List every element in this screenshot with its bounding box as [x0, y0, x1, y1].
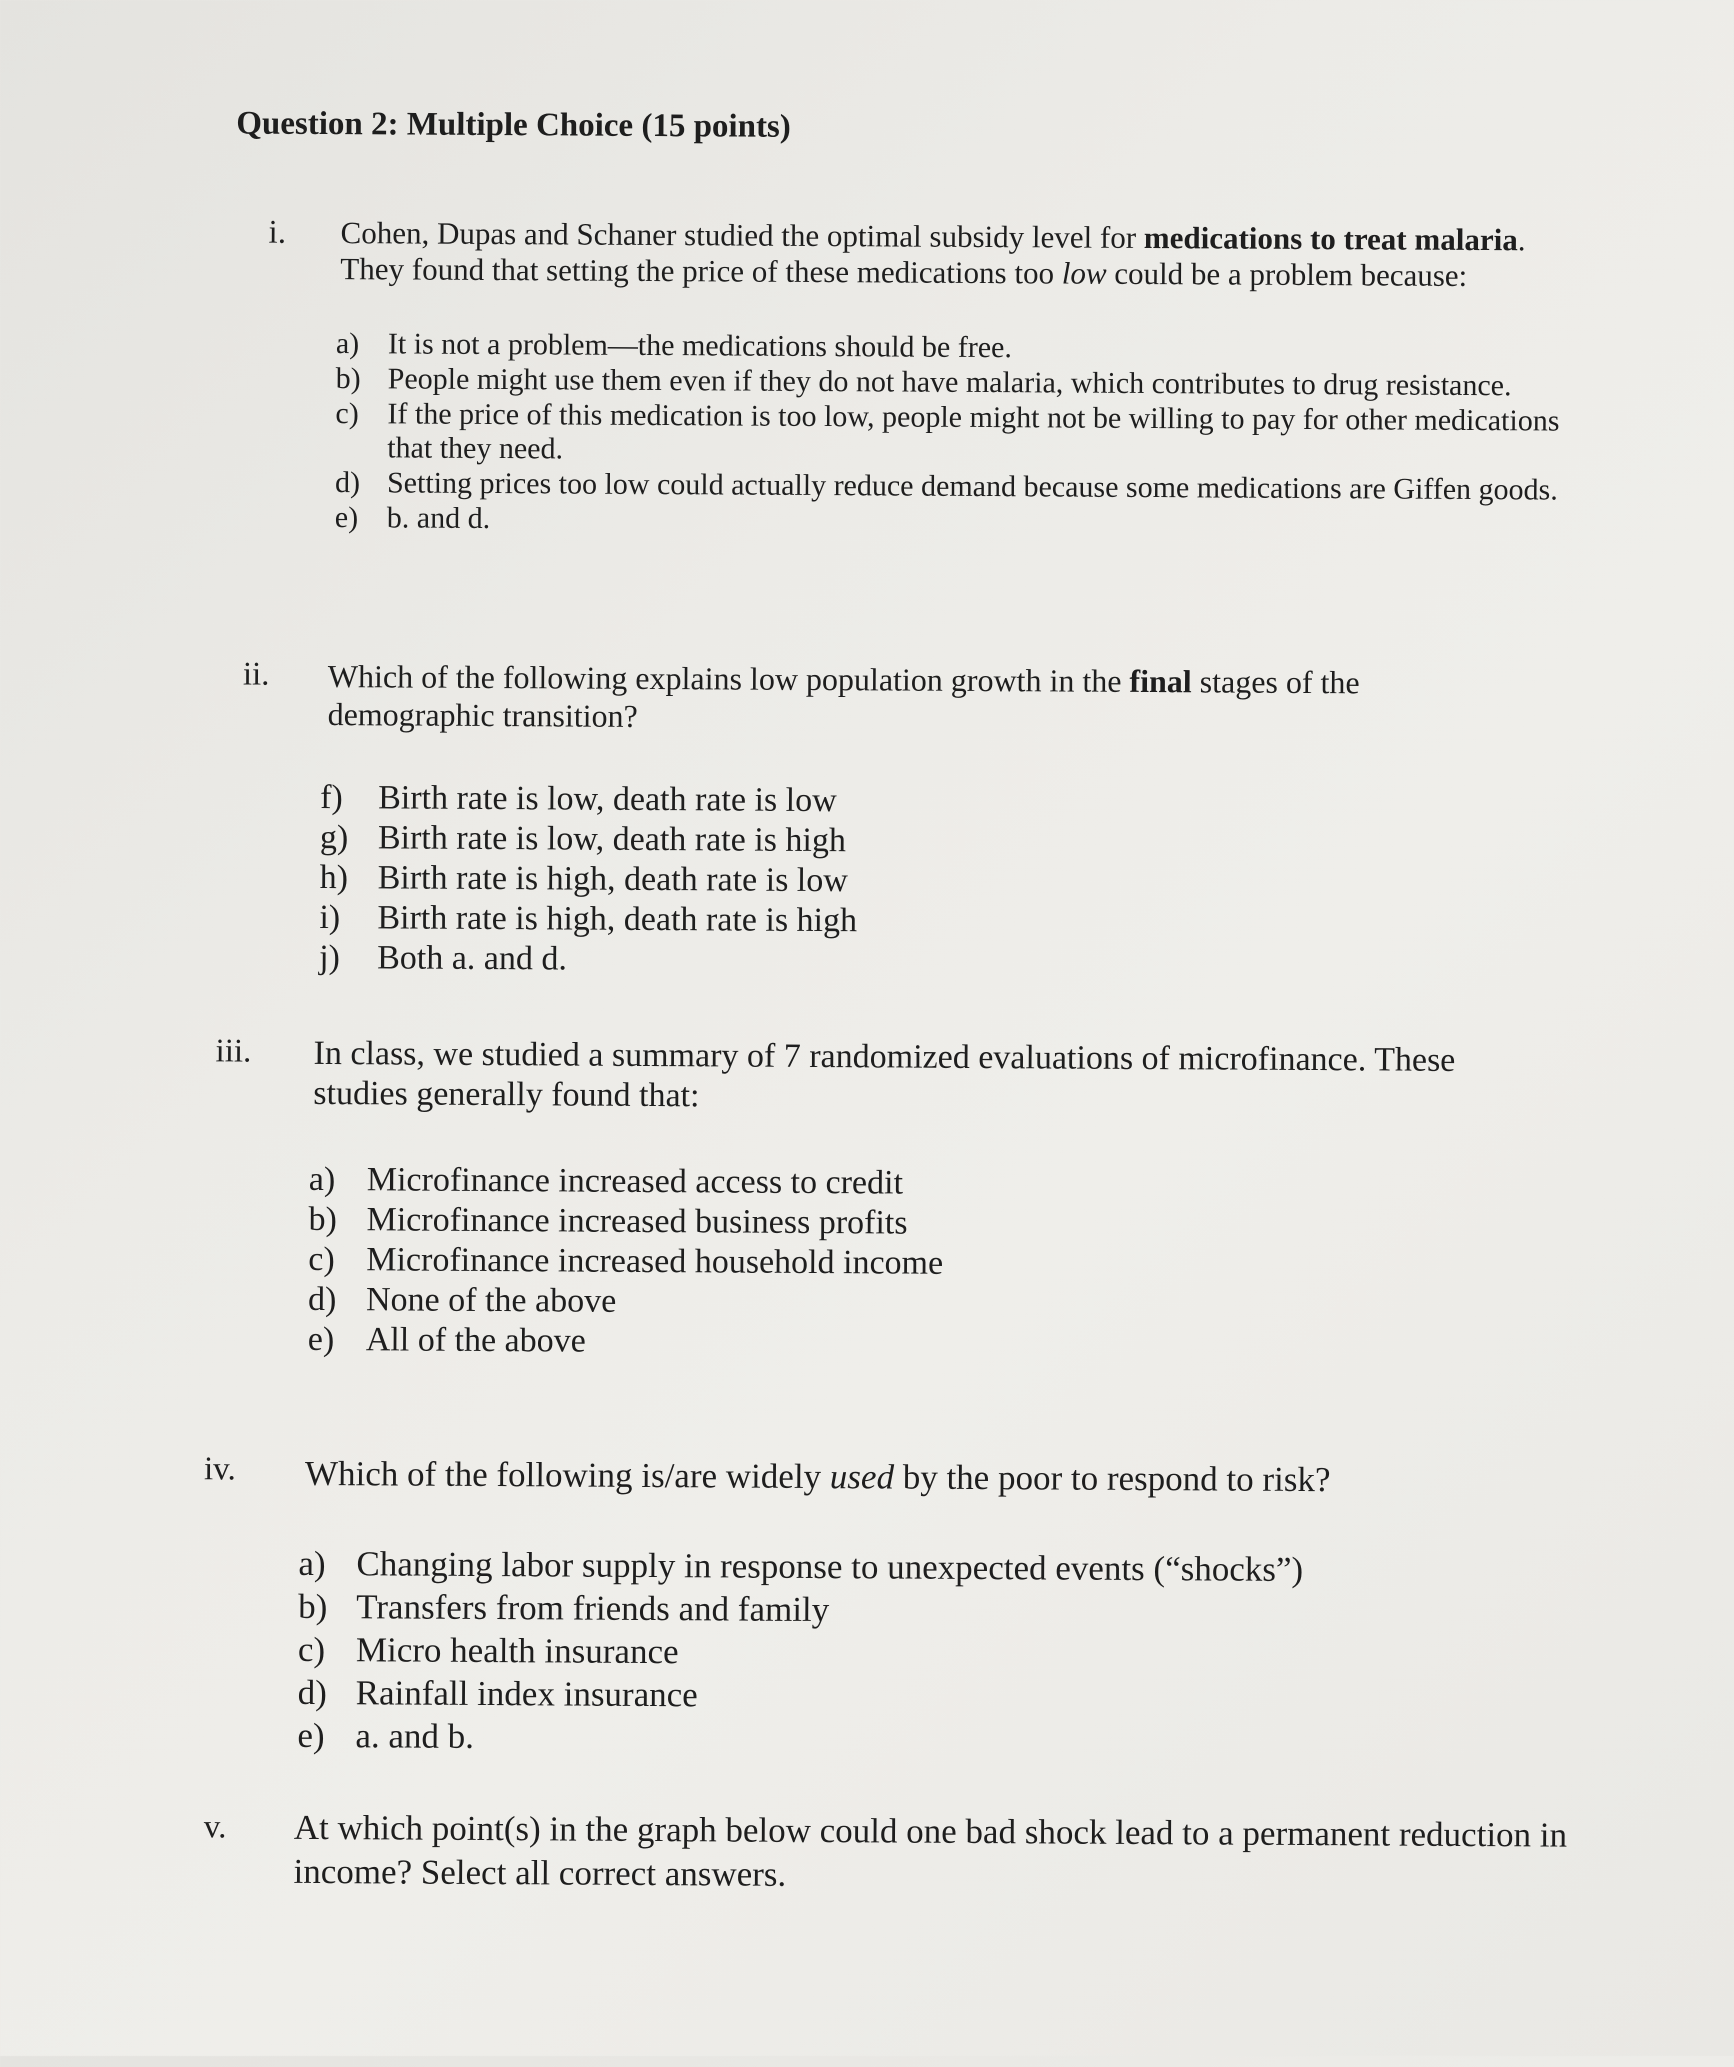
choice-text: Microfinance increased access to credit [366, 1161, 904, 1202]
question-number: v. [203, 1809, 227, 1846]
stem-bold-text: final [1129, 662, 1192, 700]
stem-text: Which of the following explains low population growth in the [327, 658, 1130, 699]
choice-letter: e) [334, 501, 359, 535]
question-stem: At which point(s) in the graph below could one bad shock lead to a permanent reduction in income? Select all correct answers. [293, 1807, 1568, 1894]
choice-text: It is not a problem—the medications should be free. [387, 327, 1013, 365]
choice-letter: a) [335, 327, 360, 361]
choice-text: Birth rate is low, death rate is low [378, 779, 837, 820]
stem-text: Which of the following is/are widely [304, 1453, 830, 1497]
choice-a[interactable] [309, 1160, 1209, 1205]
stem-italic-text: used [829, 1457, 895, 1497]
choice-letter: d) [307, 1280, 337, 1319]
stem-text: . They found that setting the price of these medications too [340, 222, 1526, 291]
choice-letter: e) [307, 1320, 335, 1359]
choice-c[interactable] [308, 1240, 1208, 1285]
choice-letter: h) [319, 858, 349, 897]
choice-letter: j) [319, 938, 341, 977]
stem-text: could be a problem because: [1106, 255, 1468, 293]
choice-text: Microfinance increased household income [366, 1241, 944, 1282]
choice-d[interactable] [308, 1280, 1208, 1325]
choice-text: Birth rate is high, death rate is high [377, 899, 858, 940]
choice-letter: i) [319, 898, 341, 937]
choice-letter: e) [297, 1715, 325, 1756]
choice-text: Both a. and d. [377, 939, 568, 978]
choice-e[interactable] [297, 1714, 1497, 1764]
choice-text: a. and b. [355, 1716, 475, 1756]
choice-list [319, 778, 1220, 983]
question-stem [305, 1452, 1565, 1503]
choice-text: Micro health insurance [355, 1630, 679, 1672]
choice-letter: a) [298, 1543, 326, 1584]
choice-text: Microfinance increased business profits [366, 1201, 908, 1242]
question-number: iv. [203, 1451, 236, 1488]
choice-letter: g) [319, 818, 349, 857]
choice-list [308, 1160, 1209, 1365]
stem-bold-text: medications to treat malaria [1143, 219, 1518, 258]
choice-c[interactable] [298, 1628, 1498, 1678]
choice-e[interactable] [308, 1320, 1208, 1365]
choice-letter: b) [308, 1200, 337, 1239]
stem-text: by the poor to respond to risk? [893, 1457, 1331, 1500]
choice-a[interactable] [298, 1542, 1498, 1592]
choice-letter: f) [320, 778, 343, 817]
choice-f[interactable] [320, 778, 1220, 823]
choice-letter: b) [335, 362, 361, 396]
choice-text: People might use them even if they do not have malaria, which contributes to drug resistance. [387, 362, 1512, 403]
question-stem [340, 215, 1540, 294]
choice-text: If the price of this medication is too low, people might not be willing to pay for other medications that they need. [387, 397, 1560, 466]
choice-i[interactable] [319, 898, 1219, 943]
choice-text: Rainfall index insurance [355, 1673, 698, 1715]
choice-text: Setting prices too low could actually reduce demand because some medications are Giffen goods. [386, 466, 1558, 507]
choice-j[interactable] [319, 938, 1219, 983]
section-heading: Question 2: Multiple Choice (15 points) [236, 105, 791, 145]
choice-text: Transfers from friends and family [356, 1587, 830, 1630]
choice-text: Birth rate is low, death rate is high [377, 819, 847, 860]
question-number: iii. [215, 1033, 252, 1070]
question-number: i. [268, 214, 287, 251]
choice-list [297, 1542, 1498, 1764]
choice-text: None of the above [365, 1281, 617, 1320]
choice-text: b. and d. [386, 501, 491, 536]
choice-text: Birth rate is high, death rate is low [377, 859, 848, 900]
choice-letter: b) [298, 1586, 328, 1627]
choice-letter: a) [308, 1160, 336, 1199]
choice-h[interactable] [320, 858, 1220, 903]
choice-letter: d) [297, 1672, 327, 1713]
choice-e[interactable] [335, 501, 1585, 543]
question-stem [328, 657, 1528, 740]
stem-italic-text: low [1061, 255, 1107, 291]
choice-letter: c) [308, 1240, 335, 1279]
choice-b[interactable] [308, 1200, 1208, 1245]
choice-letter: d) [334, 466, 361, 500]
choice-text: All of the above [365, 1321, 586, 1360]
choice-letter: c) [335, 397, 359, 431]
question-number: ii. [242, 656, 270, 693]
question-stem: In class, we studied a summary of 7 randomized evaluations of microfinance. These studies generally found that: [313, 1034, 1456, 1115]
choice-letter: c) [297, 1629, 326, 1670]
choice-list [335, 327, 1586, 544]
choice-c[interactable] [335, 397, 1585, 473]
choice-g[interactable] [320, 818, 1220, 863]
choice-b[interactable] [298, 1585, 1498, 1635]
choice-d[interactable] [298, 1671, 1498, 1721]
choice-text: Changing labor supply in response to unexpected events (“shocks”) [356, 1544, 1304, 1589]
stem-text: stages of the demographic transition? [327, 663, 1360, 734]
stem-text: Cohen, Dupas and Schaner studied the optimal subsidy level for [340, 215, 1144, 255]
